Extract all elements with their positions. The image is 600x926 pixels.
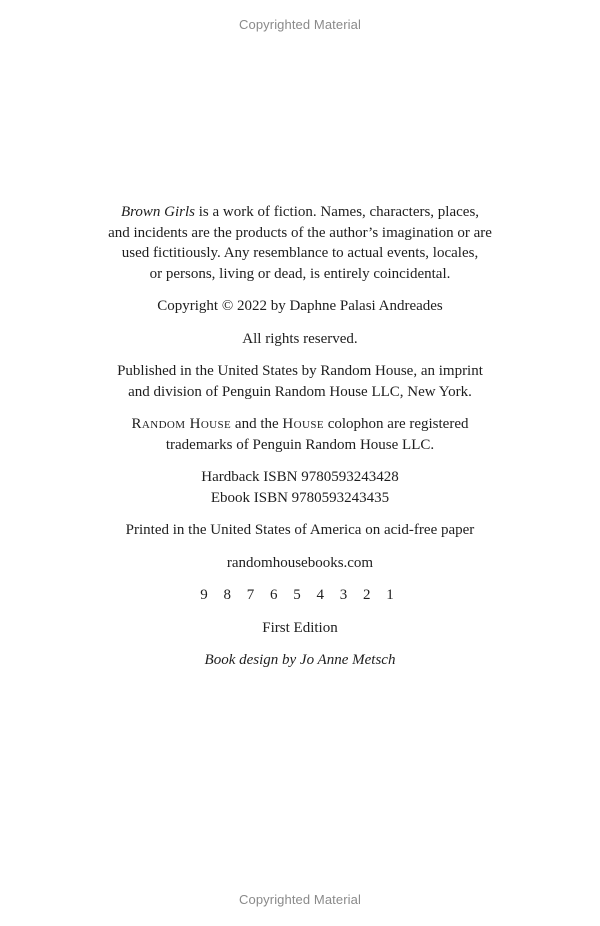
edition-line: First Edition — [262, 619, 338, 636]
fiction-disclaimer — [0, 202, 600, 284]
disclaimer-line-1-text: is a work of fiction. Names, characters, places, — [194, 204, 480, 220]
design-credit-line: Book design by Jo Anne Metsch — [204, 652, 396, 668]
website-line: randomhousebooks.com — [226, 554, 374, 571]
copyright-page — [0, 202, 600, 683]
trademark-notice — [0, 414, 600, 455]
design-credit — [0, 650, 600, 671]
trademark-rest: colophon are registered — [323, 416, 469, 432]
printing-digits: 9 8 7 6 5 4 3 2 1 — [200, 587, 400, 603]
trademark-line-2: trademarks of Penguin Random House LLC. — [165, 436, 435, 453]
publisher-line-2: and division of Penguin Random House LLC, New York. — [128, 383, 472, 400]
trademark-line-1 — [0, 414, 600, 435]
disclaimer-line-1 — [0, 202, 600, 223]
disclaimer-line-4: or persons, living or dead, is entirely coincidental. — [149, 265, 451, 282]
copyright-watermark-top: Copyrighted Material — [239, 17, 361, 32]
copyright-notice — [0, 296, 600, 317]
copyright-line: Copyright © 2022 by Daphne Palasi Andreades — [157, 298, 443, 314]
isbn-ebook: Ebook ISBN 9780593243435 — [210, 489, 390, 506]
rights-notice — [0, 329, 600, 350]
trademark-brand-house: House — [282, 416, 324, 432]
website-notice — [0, 553, 600, 574]
printing-number-line — [0, 585, 600, 606]
isbn-info — [0, 467, 600, 508]
disclaimer-line-2: and incidents are the products of the author’s imagination or are — [108, 224, 492, 241]
trademark-brand-random-house: Random House — [131, 416, 232, 432]
printing-notice — [0, 520, 600, 541]
publisher-line-1: Published in the United States by Random House, an imprint — [117, 363, 483, 379]
copyright-watermark-bottom: Copyrighted Material — [239, 892, 361, 907]
printed-line: Printed in the United States of America on acid-free paper — [125, 522, 475, 538]
isbn-hardback: Hardback ISBN 9780593243428 — [201, 469, 399, 485]
trademark-mid: and the — [231, 416, 283, 432]
rights-line: All rights reserved. — [242, 330, 358, 347]
edition-notice — [0, 618, 600, 639]
disclaimer-line-3: used fictitiously. Any resemblance to actual events, locales, — [121, 245, 479, 261]
publisher-info — [0, 361, 600, 402]
book-title: Brown Girls — [120, 204, 195, 220]
